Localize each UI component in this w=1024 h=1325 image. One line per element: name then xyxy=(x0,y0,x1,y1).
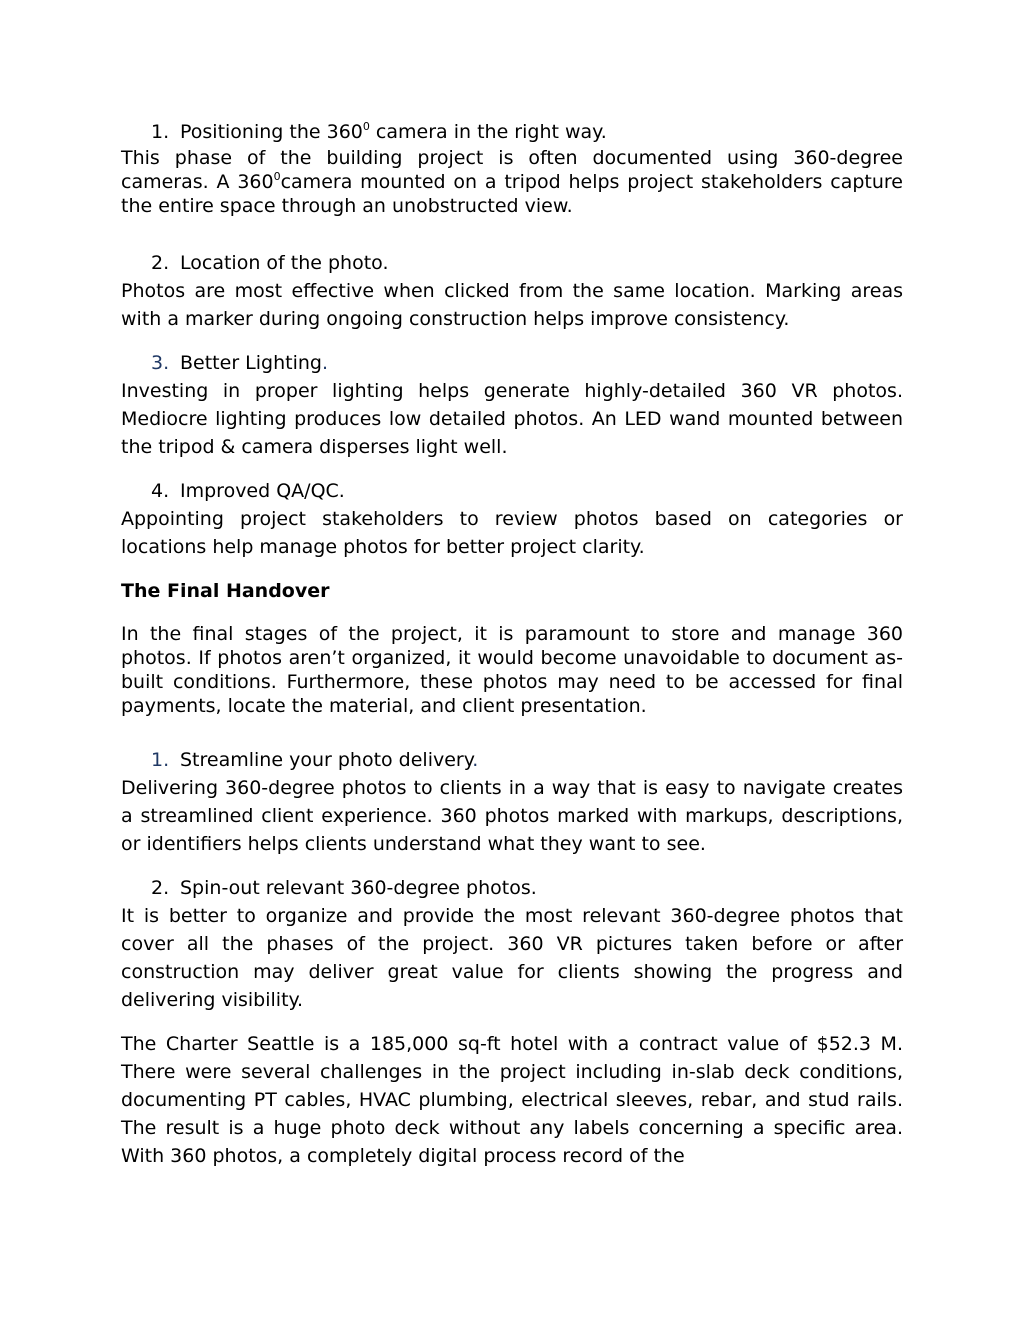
list-item-heading xyxy=(121,249,903,277)
section-streamline-delivery xyxy=(121,746,903,858)
list-item-title: Better Lighting. xyxy=(180,352,329,374)
list-item-title: Location of the photo. xyxy=(180,252,389,274)
list-number: 2. xyxy=(151,252,170,274)
list-number: 2. xyxy=(151,877,170,899)
paragraph: Photos are most effective when clicked from the same location. Marking areas with a marker during ongoing construction helps improve consistency. xyxy=(121,280,903,330)
list-item-heading xyxy=(121,477,903,505)
list-number: 1. xyxy=(151,749,170,771)
section-improved-qaqc xyxy=(121,477,903,561)
document-page xyxy=(121,118,903,1170)
list-item-title: Positioning the $360^0$ camera in the right way. xyxy=(180,120,607,143)
section-photo-location xyxy=(121,249,903,333)
paragraph: This phase of the building project is often documented using 360-degree cameras. A $360^0camera$ mounted on a tripod helps project stakeholders capture the entire space through an unobstructed view. xyxy=(121,147,903,217)
list-item-title: Streamline your photo delivery. xyxy=(180,749,479,771)
list-item-title: Improved QA/QC. xyxy=(180,480,345,502)
list-number: 4. xyxy=(151,480,170,502)
list-number: 1. xyxy=(151,121,170,143)
paragraph: Investing in proper lighting helps generate highly-detailed 360 VR photos. Mediocre lighting produces low detailed photos. An LED wand mounted between the tripod & camera disperses light well. xyxy=(121,380,903,458)
section-positioning-camera xyxy=(121,118,903,218)
list-item-heading xyxy=(121,118,903,146)
list-item-heading xyxy=(121,349,903,377)
list-item-title: Spin-out relevant 360-degree photos. xyxy=(180,877,537,899)
list-number: 3. xyxy=(151,352,170,374)
paragraph-handover-intro: In the final stages of the project, it is paramount to store and manage 360 photos. If photos aren’t organized, it would become unavoidable to document as-built conditions. Furthermore, these photos may need to be accessed for final payments, locate the material, and client presentation. xyxy=(121,623,903,717)
list-item-heading xyxy=(121,874,903,902)
list-item-heading xyxy=(121,746,903,774)
section-spin-out-photos xyxy=(121,874,903,1014)
paragraph: Appointing project stakeholders to review photos based on categories or locations help manage photos for better project clarity. xyxy=(121,508,903,558)
paragraph: Delivering 360-degree photos to clients in a way that is easy to navigate creates a streamlined client experience. 360 photos marked with markups, descriptions, or identifiers helps clients understand what they want to see. xyxy=(121,777,903,855)
section-heading: The Final Handover xyxy=(121,580,330,602)
section-better-lighting xyxy=(121,349,903,461)
paragraph: It is better to organize and provide the most relevant 360-degree photos that cover all the phases of the project. 360 VR pictures taken before or after construction may deliver great value for clients showing the progress and delivering visibility. xyxy=(121,905,903,1011)
paragraph-charter-seattle: The Charter Seattle is a 185,000 sq-ft hotel with a contract value of $52.3 M. There were several challenges in the project including in-slab deck conditions, documenting PT cables, HVAC plumbing, electrical sleeves, rebar, and stud rails. The result is a huge photo deck without any labels concerning a specific area. With 360 photos, a completely digital process record of the xyxy=(121,1033,903,1167)
